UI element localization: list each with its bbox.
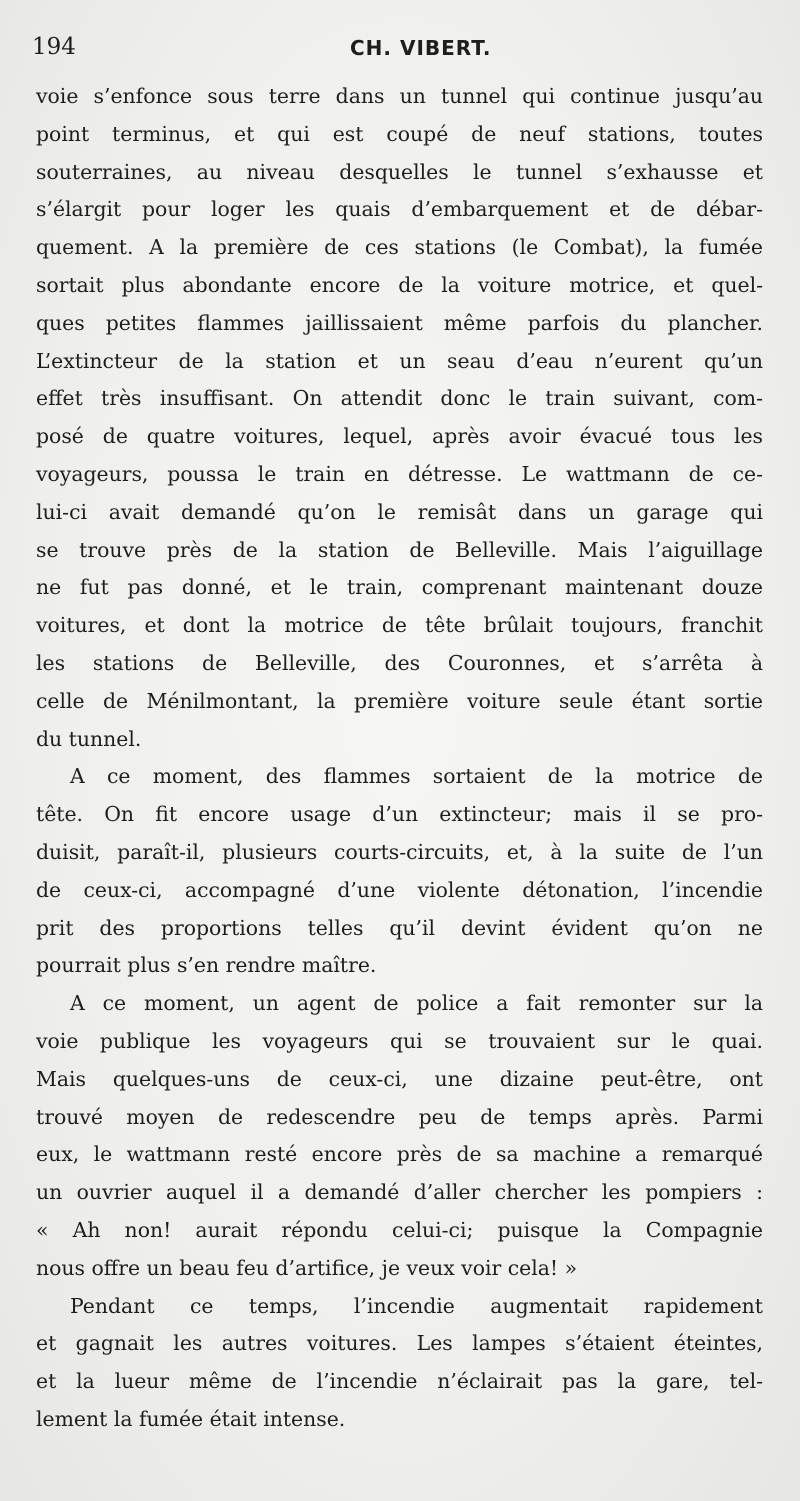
- page-number: 194: [32, 34, 76, 60]
- paragraph: [36, 758, 763, 985]
- text-line: lement la fumée était intense.: [36, 1406, 346, 1431]
- text-line: de ceux-ci, accompagné d’une violente détonation, l’incendie: [36, 877, 763, 902]
- text-line: quement. A la première de ces stations (le Combat), la fumée: [36, 235, 763, 260]
- text-line: ne fut pas donné, et le train, comprenant maintenant douze: [36, 575, 763, 600]
- text-line: trouvé moyen de redescendre peu de temps après. Parmi: [36, 1104, 763, 1129]
- text-line: posé de quatre voitures, lequel, après avoir évacué tous les: [36, 424, 763, 449]
- text-line: point terminus, et qui est coupé de neuf stations, toutes: [36, 121, 763, 146]
- text-line: se trouve près de la station de Belleville. Mais l’aiguillage: [36, 537, 763, 562]
- text-line: effet très insuffisant. On attendit donc le train suivant, com-: [36, 386, 763, 411]
- text-line: du tunnel.: [36, 726, 142, 751]
- text-line: L’extincteur de la station et un seau d’eau n’eurent qu’un: [36, 348, 763, 373]
- text-line: voyageurs, poussa le train en détresse. Le wattmann de ce-: [36, 461, 763, 486]
- text-line: celle de Ménilmontant, la première voiture seule étant sortie: [36, 688, 763, 713]
- text-line: pourrait plus s’en rendre maître.: [36, 953, 377, 978]
- text-line: A ce moment, des flammes sortaient de la motrice de: [70, 764, 763, 789]
- body-text: [36, 78, 763, 1439]
- text-line: duisit, paraît-il, plusieurs courts-circuits, et, à la suite de l’un: [36, 839, 763, 864]
- text-line: voitures, et dont la motrice de tête brûlait toujours, franchit: [36, 613, 763, 638]
- text-line: Pendant ce temps, l’incendie augmentait rapidement: [70, 1293, 763, 1318]
- text-line: les stations de Belleville, des Couronnes, et s’arrêta à: [36, 650, 763, 675]
- text-line: sortait plus abondante encore de la voiture motrice, et quel-: [36, 272, 763, 297]
- paragraph: [36, 78, 763, 758]
- text-line: tête. On fit encore usage d’un extincteur; mais il se pro-: [36, 802, 763, 827]
- text-line: s’élargit pour loger les quais d’embarquement et de débar-: [36, 197, 763, 222]
- running-head: CH. VIBERT.: [350, 36, 492, 60]
- page-header: [32, 34, 762, 68]
- text-line: Mais quelques-uns de ceux-ci, une dizaine peut-être, ont: [36, 1066, 763, 1091]
- text-line: « Ah non! aurait répondu celui-ci; puisque la Compagnie: [36, 1217, 763, 1242]
- text-line: eux, le wattmann resté encore près de sa machine a remarqué: [36, 1142, 763, 1167]
- paragraph: [36, 1288, 763, 1439]
- text-line: A ce moment, un agent de police a fait remonter sur la: [70, 991, 763, 1016]
- paragraph: [36, 985, 763, 1287]
- text-line: et la lueur même de l’incendie n’éclairait pas la gare, tel-: [36, 1369, 763, 1394]
- text-line: voie publique les voyageurs qui se trouvaient sur le quai.: [36, 1028, 763, 1053]
- text-line: lui-ci avait demandé qu’on le remisât dans un garage qui: [36, 499, 763, 524]
- text-line: un ouvrier auquel il a demandé d’aller chercher les pompiers :: [36, 1180, 763, 1205]
- text-line: prit des proportions telles qu’il devint évident qu’on ne: [36, 915, 763, 940]
- text-line: ques petites flammes jaillissaient même parfois du plancher.: [36, 310, 763, 335]
- text-line: nous offre un beau feu d’artifice, je veux voir cela! »: [36, 1255, 578, 1280]
- text-line: voie s’enfonce sous terre dans un tunnel qui continue jusqu’au: [36, 84, 763, 108]
- text-line: et gagnait les autres voitures. Les lampes s’étaient éteintes,: [36, 1331, 763, 1356]
- text-line: souterraines, au niveau desquelles le tunnel s’exhausse et: [36, 159, 763, 184]
